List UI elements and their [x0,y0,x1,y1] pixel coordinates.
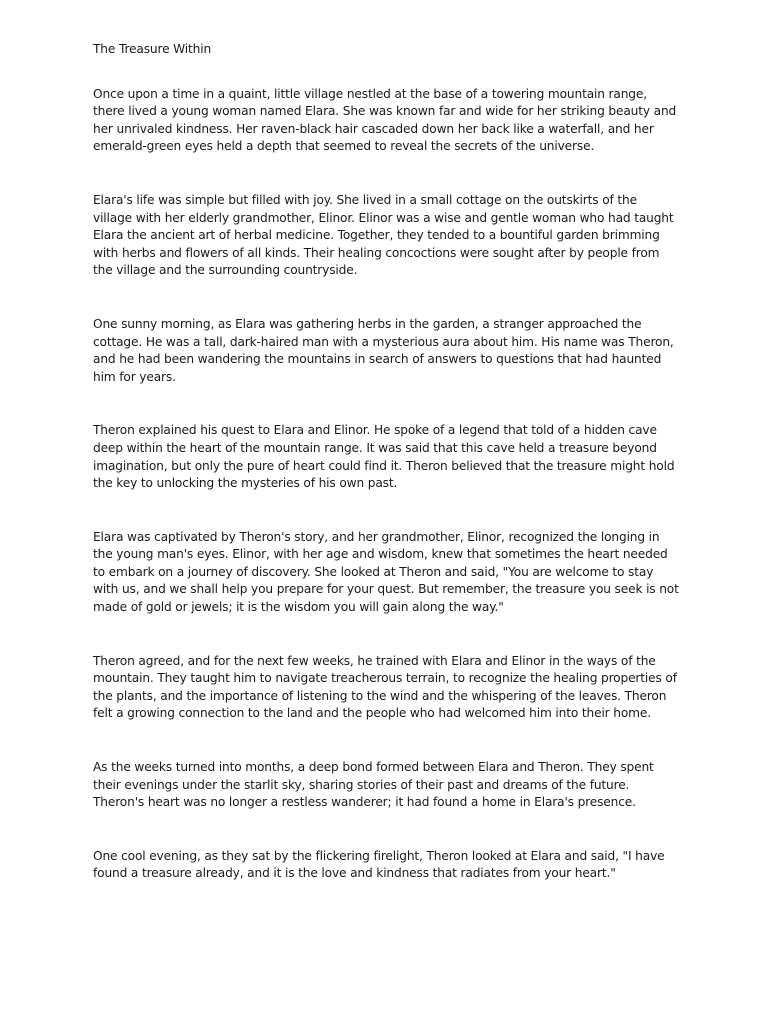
paragraph-4: Theron explained his quest to Elara and Elinor. He spoke of a legend that told of a hidden cave deep within the heart of the mountain range. It was said that this cave held a treasure beyond imagination, but only the pure of heart could find it. Theron believed that the treasure might hold the key to unlocking the mysteries of his own past. [93,423,675,491]
document-page [93,41,679,883]
paragraph-5: Elara was captivated by Theron's story, and her grandmother, Elinor, recognized the longing in the young man's eyes. Elinor, with her age and wisdom, knew that sometimes the heart needed to embark on a journey of discovery. She looked at Theron and said, "You are welcome to stay with us, and we shall help you prepare for your quest. But remember, the treasure you seek is not made of gold or jewels; it is the wisdom you will gain along the way." [93,529,679,615]
paragraph-6: Theron agreed, and for the next few weeks, he trained with Elara and Elinor in the ways of the mountain. They taught him to navigate treacherous terrain, to recognize the healing properties of the plants, and the importance of listening to the wind and the whispering of the leaves. Theron felt a growing connection to the land and the people who had welcomed him into their home. [93,653,677,721]
paragraph-7: As the weeks turned into months, a deep bond formed between Elara and Theron. They spent their evenings under the starlit sky, sharing stories of their past and dreams of the future. Theron's heart was no longer a restless wanderer; it had found a home in Elara's presence. [93,760,654,810]
paragraph-8: One cool evening, as they sat by the flickering firelight, Theron looked at Elara and said, "I have found a treasure already, and it is the love and kindness that radiates from your heart." [93,848,665,881]
paragraph-1: Once upon a time in a quaint, little village nestled at the base of a towering mountain range, there lived a young woman named Elara. She was known far and wide for her striking beauty and her unrivaled kindness. Her raven-black hair cascaded down her back like a waterfall, and her emerald-green eyes held a depth that seemed to reveal the secrets of the universe. [93,86,677,154]
paragraph-2: Elara's life was simple but filled with joy. She lived in a small cottage on the outskirts of the village with her elderly grandmother, Elinor. Elinor was a wise and gentle woman who had taught Elara the ancient art of herbal medicine. Together, they tended to a bountiful garden brimming with herbs and flowers of all kinds. Their healing concoctions were sought after by people from the village and the surrounding countryside. [93,192,674,278]
paragraph-3: One sunny morning, as Elara was gathering herbs in the garden, a stranger approached the cottage. He was a tall, dark-haired man with a mysterious aura about him. His name was Theron, and he had been wandering the mountains in search of answers to questions that had haunted him for years. [93,316,674,384]
document-title: The Treasure Within [93,42,212,56]
